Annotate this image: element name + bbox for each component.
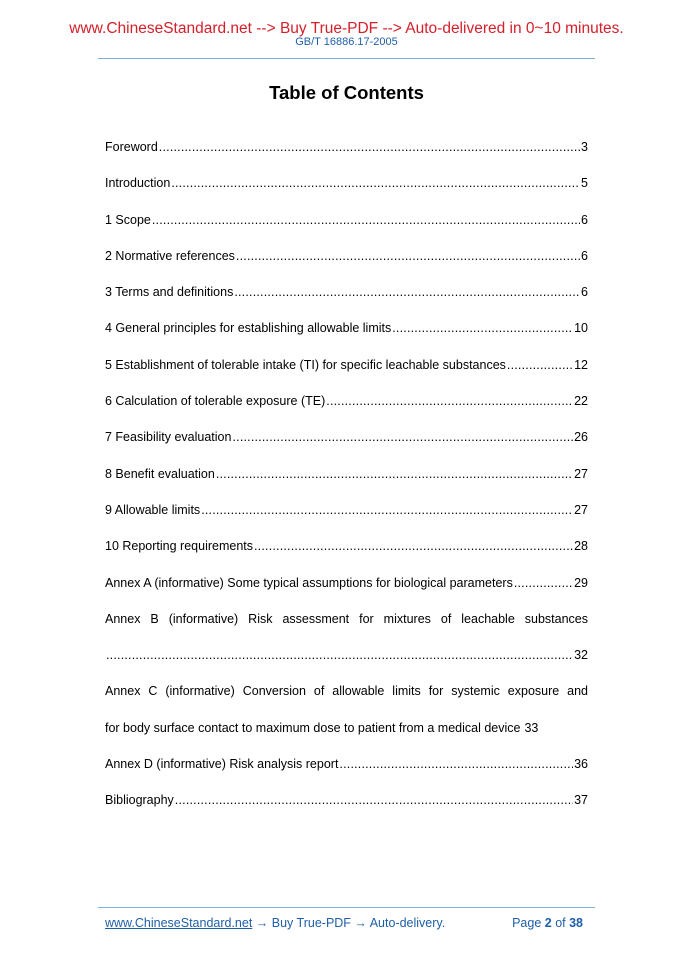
toc-entry-label: for body surface contact to maximum dose to patient from a medical device [105, 720, 521, 735]
toc-entry-general-principles[interactable] [105, 320, 588, 356]
toc-entry-page: 3 [581, 140, 588, 154]
toc-entry-page: 36 [574, 757, 588, 772]
toc-entry-label: 4 General principles for establishing allowable limits [105, 321, 392, 336]
toc-entry-label: 3 Terms and definitions [105, 285, 234, 300]
toc-entry-allowable-limits[interactable] [105, 502, 588, 538]
leader-dots [392, 320, 573, 336]
toc-entry-page: 27 [574, 466, 588, 481]
toc-entry-label: 7 Feasibility evaluation [105, 430, 232, 445]
leader-dots [216, 466, 573, 482]
footer-site-link[interactable]: www.ChineseStandard.net [105, 916, 253, 930]
toc-entry-page: 27 [574, 502, 588, 517]
toc-entry-page: 29 [574, 575, 588, 590]
toc-entry-bibliography[interactable] [105, 792, 588, 828]
page-prefix: Page [512, 916, 545, 930]
leader-dots [254, 538, 573, 554]
toc-entry-reporting[interactable] [105, 538, 588, 574]
toc-entry-benefit[interactable] [105, 466, 588, 502]
promo-banner-link[interactable]: www.ChineseStandard.net --> Buy True-PDF --> Auto-delivered in 0~10 minutes. [69, 20, 624, 37]
toc-entry-page: 6 [581, 248, 588, 263]
footer-tagline: → Buy True-PDF → Auto-delivery. [252, 916, 446, 930]
leader-dots [106, 647, 573, 663]
toc-entry-introduction[interactable] [105, 175, 588, 211]
toc-entry-page: 28 [574, 539, 588, 554]
toc-entry-label: 1 Scope [105, 212, 151, 227]
toc-entry-page: 32 [574, 648, 588, 663]
toc-entry-annex-c[interactable] [105, 720, 588, 756]
leader-dots [175, 792, 573, 808]
toc-entry-label: Annex C (informative) Conversion of allowable limits for systemic exposure and [105, 684, 588, 699]
toc-entry-page: 10 [574, 321, 588, 336]
toc-entry-page: 6 [581, 285, 588, 300]
toc-entry-page: 37 [574, 793, 588, 808]
leader-dots [232, 429, 573, 445]
toc-entry-normative-references[interactable] [105, 248, 588, 284]
toc-entry-feasibility[interactable] [105, 429, 588, 465]
leader-dots [159, 139, 580, 155]
toc-entry-page: 33 [524, 720, 539, 735]
header-divider [98, 58, 595, 59]
page-footer [105, 915, 583, 931]
toc-entry-page: 5 [581, 176, 588, 191]
toc-entry-page: 26 [574, 430, 588, 445]
leader-dots [507, 357, 573, 373]
toc-entry-label: Annex A (informative) Some typical assumptions for biological parameters [105, 575, 513, 590]
toc-entry-annex-c-line1[interactable] [105, 683, 588, 719]
toc-entry-label: Annex B (informative) Risk assessment for mixtures of leachable substances [105, 611, 588, 626]
leader-dots [171, 175, 580, 191]
toc-entry-page: 6 [581, 212, 588, 227]
toc-entry-label: Foreword [105, 140, 158, 154]
toc-entry-scope[interactable] [105, 212, 588, 248]
toc-entry-annex-b-line1[interactable] [105, 611, 588, 647]
toc-entry-page: 22 [574, 394, 588, 409]
page-of: of [551, 916, 570, 930]
toc-entry-label: 6 Calculation of tolerable exposure (TE) [105, 394, 326, 409]
toc-entry-terms-definitions[interactable] [105, 284, 588, 320]
toc-entry-foreword[interactable] [105, 139, 588, 175]
leader-dots [326, 393, 573, 409]
toc-entry-page: 12 [574, 357, 588, 372]
leader-dots [236, 248, 580, 264]
toc-entry-annex-b[interactable] [105, 647, 588, 683]
toc-entry-label: Introduction [105, 176, 171, 191]
toc-entry-label: 9 Allowable limits [105, 502, 201, 517]
leader-dots [339, 756, 573, 772]
page-current: 2 [544, 916, 552, 930]
leader-dots [514, 575, 573, 591]
table-of-contents [105, 139, 588, 829]
toc-entry-label: 8 Benefit evaluation [105, 466, 215, 481]
toc-entry-label: Bibliography [105, 793, 174, 808]
leader-dots [152, 212, 580, 228]
toc-entry-label: 5 Establishment of tolerable intake (TI) for specific leachable substances [105, 357, 506, 372]
footer-divider [98, 907, 595, 908]
toc-entry-label: 10 Reporting requirements [105, 539, 253, 554]
toc-entry-annex-a[interactable] [105, 575, 588, 611]
toc-entry-label: 2 Normative references [105, 248, 235, 263]
toc-entry-label: Annex D (informative) Risk analysis report [105, 757, 339, 772]
leader-dots [234, 284, 580, 300]
toc-entry-annex-d[interactable] [105, 756, 588, 792]
page-indicator [512, 915, 583, 931]
page-title: Table of Contents [269, 82, 424, 103]
footer-left [105, 915, 445, 931]
document-number: GB/T 16886.17-2005 [295, 36, 398, 48]
leader-dots [201, 502, 573, 518]
toc-entry-tolerable-intake[interactable] [105, 357, 588, 393]
toc-entry-tolerable-exposure[interactable] [105, 393, 588, 429]
page-total: 38 [569, 916, 583, 930]
